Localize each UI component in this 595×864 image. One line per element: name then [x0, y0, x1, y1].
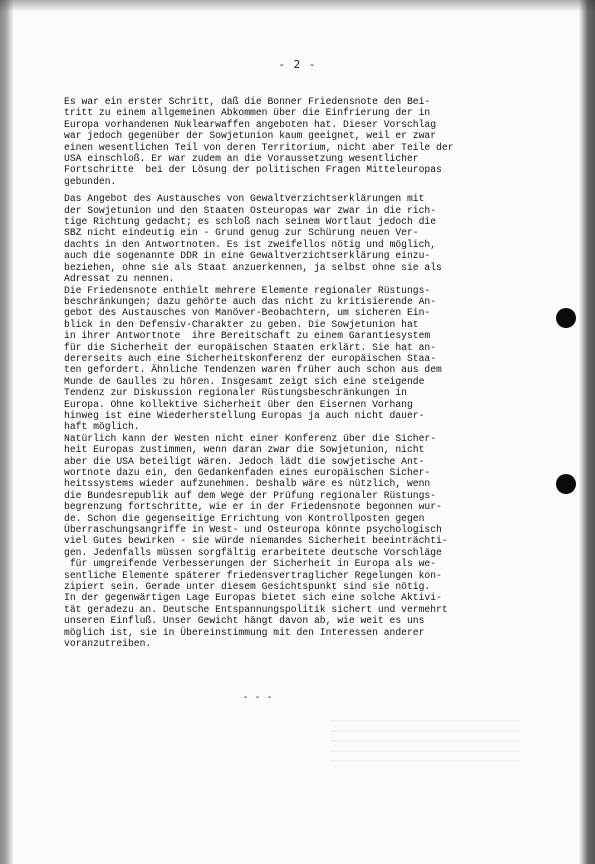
text-line: heit Europas zustimmen, wenn daran zwar die Sowjetunion, nicht — [64, 444, 425, 456]
text-line: begrenzung fortschritte, wie er in der Friedensnote begonnen wur- — [64, 501, 442, 513]
text-line: Die Friedensnote enthielt mehrere Elemente regionaler Rüstungs- — [64, 284, 431, 296]
text-line: war jedoch gegenüber der Sowjetunion kaum geeignet, weil er zwar — [64, 130, 437, 142]
text-line: Adressat zu nennen. — [64, 273, 175, 285]
text-line: möglich ist, sie in Übereinstimmung mit den Interessen anderer — [64, 626, 425, 638]
text-line: USA einschloß. Er war zudem an die Voraussetzung wesentlicher — [64, 153, 419, 165]
text-line: de. Schon die gegenseitige Errichtung von Kontrollposten gegen — [64, 512, 425, 524]
text-line: für umgreifende Verbesserungen der Sicherheit in Europa als we- — [64, 558, 437, 570]
text-line: wortnote dazu ein, den Gedankenfaden eines europäischen Sicher- — [64, 467, 431, 478]
text-line: hinweg ist eine Wiederherstellung Europas ja auch nicht dauer- — [64, 409, 425, 421]
text-line: blick in den Defensiv-Charakter zu geben. Die Sowjetunion hat — [64, 318, 419, 330]
paragraph — [64, 193, 550, 284]
paragraph — [64, 433, 550, 650]
text-line: der Sowjetunion und den Staaten Osteuropas war zwar in die rich- — [64, 204, 437, 216]
text-line: gebot des Austausches von Manöver-Beobachtern, um sicheren Ein- — [64, 307, 431, 319]
text-line: Fortschritte bei der Lösung der politischen Fragen Mitteleuropas — [64, 164, 442, 176]
text-line: beziehen, ohne sie als Staat anzuerkennen, ja selbst ohne sie als — [64, 261, 442, 273]
text-line: gen. Jedenfalls müssen sorgfältig erarbeitete deutsche Vorschläge — [64, 546, 442, 558]
text-line: Es war ein erster Schritt, daß die Bonner Friedensnote den Bei- — [64, 96, 431, 107]
text-line: viel Gutes bewirken - sie würde niemandes Sicherheit beeinträchti- — [64, 535, 448, 547]
text-line: In der gegenwärtigen Lage Europas bietet sich eine solche Aktivi- — [64, 592, 442, 604]
page-number: - 2 - — [278, 58, 317, 71]
text-line: Das Angebot des Austausches von Gewaltverzichtserklärungen mit — [64, 193, 425, 205]
text-line: dererseits auch eine Sicherheitskonferenz der europäischen Staa- — [64, 352, 437, 364]
text-line: Europa. Ohne kollektive Sicherheit über den Eisernen Vorhang — [64, 398, 413, 410]
text-line: ten gefordert. Ähnliche Tendenzen waren früher auch schon aus dem — [64, 364, 442, 376]
punch-hole-lower — [556, 474, 576, 494]
punch-hole-upper — [556, 308, 576, 328]
end-separator: - - - — [242, 693, 273, 704]
text-line: auch die sogenannte DDR in eine Gewaltverzichtserklärung einzu- — [64, 250, 431, 262]
bleed-through-text — [330, 720, 520, 766]
text-line: tät geradezu an. Deutsche Entspannungspolitik sichert und vermehrt — [64, 603, 448, 615]
text-line: aber die USA beteiligt wären. Jedoch lädt die sowjetische Ant- — [64, 455, 425, 467]
text-line: sentliche Elemente späterer friedensvertraglicher Regelungen kon- — [64, 569, 442, 581]
scan-edge-right — [579, 0, 595, 864]
text-line: tritt zu einem allgemeinen Abkommen über die Einfrierung der in — [64, 107, 431, 119]
text-line: beschränkungen; dazu gehörte auch das nicht zu kritisierende An- — [64, 295, 437, 307]
text-line: heitssystems wieder aufzunehmen. Deshalb wäre es nützlich, wenn — [64, 478, 431, 490]
text-line: für die Sicherheit der europäischen Staaten erklärt. Sie hat an- — [64, 341, 437, 353]
text-line: voranzutreiben. — [64, 638, 152, 650]
text-line: einen wesentlichen Teil von deren Territorium, nicht aber Teile der — [64, 141, 454, 153]
text-line: Munde de Gaulles zu hören. Insgesamt zeigt sich eine steigende — [64, 375, 425, 387]
text-line: dachts in den Antwortnoten. Es ist zweifellos nötig und möglich, — [64, 238, 437, 250]
text-line: Überraschungsangriffe in West- und Osteuropa könnte psychologisch — [64, 524, 442, 536]
text-line: in ihrer Antwortnote ihre Bereitschaft zu einem Garantiesystem — [64, 330, 431, 342]
scan-edge-top — [0, 0, 595, 12]
text-line: Europa vorhandenen Nuklearwaffen angeboten hat. Dieser Vorschlag — [64, 118, 437, 130]
paragraph — [64, 96, 550, 187]
text-line: Natürlich kann der Westen nicht einer Konferenz über die Sicher- — [64, 432, 437, 444]
text-line: SBZ nicht eindeutig ein - Grund genug zur Schürung neuen Ver- — [64, 227, 419, 239]
text-line: die Bundesrepublik auf dem Wege der Prüfung regionaler Rüstungs- — [64, 489, 437, 501]
scan-edge-left — [0, 0, 14, 864]
text-line: haft möglich. — [64, 421, 140, 433]
document-body — [64, 96, 550, 650]
text-line: zipiert sein. Gerade unter diesem Gesichtspunkt sind sie nötig. — [64, 581, 431, 593]
text-line: unseren Einfluß. Unser Gewicht hängt davon ab, wie weit es uns — [64, 615, 425, 627]
text-line: gebunden. — [64, 175, 117, 187]
paragraph — [64, 285, 550, 433]
text-line: Tendenz zur Diskussion regionaler Rüstungsbeschränkungen in — [64, 387, 407, 399]
text-line: tige Richtung gedacht; es schloß nach seinem Wortlaut jedoch die — [64, 216, 437, 228]
